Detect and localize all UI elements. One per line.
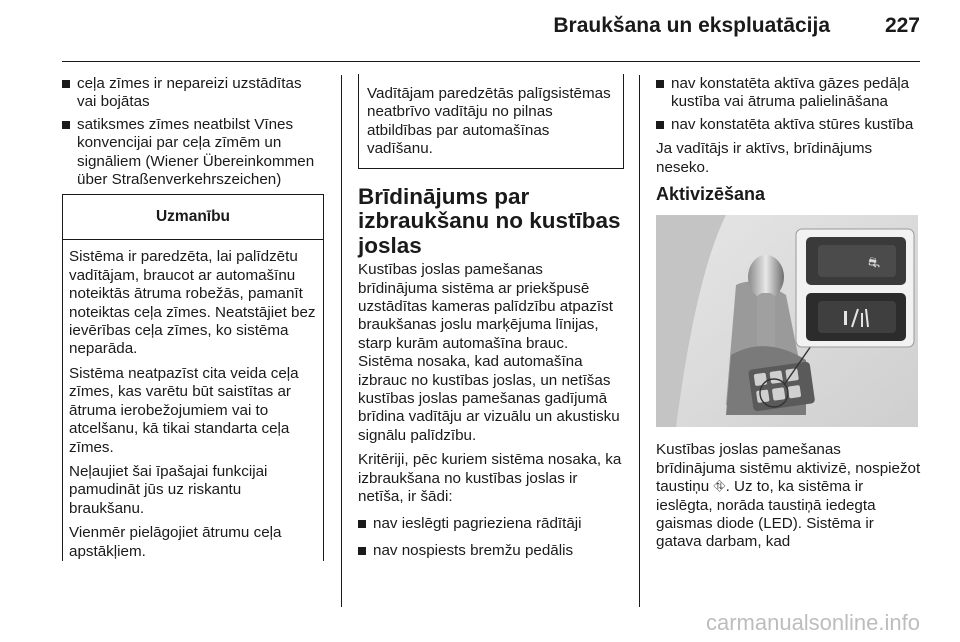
column-divider [341,75,342,607]
section-heading: Brīdinājums par izbraukšanu no kustības joslas [358,183,621,258]
list-item [62,75,324,112]
bullet-text: nav konstatēta aktīva gāzes pedāļa kustība vai ātruma palielināšana [671,75,910,111]
body-paragraph: Kustības joslas pamešanas brīdinājuma sistēmu aktivizē, nospiežot taustiņu ⛗. Uz to, ka sistēma ir ieslēgta, norāda taustiņā iedegta gaismas diode (LED). Sistēma ir gatava darbam, kad [656,441,921,551]
bullet-square-icon [62,80,70,88]
bullet-square-icon [358,547,366,555]
caution-body [63,240,323,561]
list-item [656,75,922,112]
caution-box [62,194,324,561]
bullet-square-icon [656,80,664,88]
column-divider [639,75,640,607]
header-title: Braukšana un ekspluatācija [553,14,830,37]
bullet-square-icon [358,520,366,528]
bullet-text: nav nospiests bremžu pedālis [373,541,574,559]
bullet-square-icon [656,121,664,129]
body-paragraph: Kritēriji, pēc kuriem sistēma nosaka, ka izbraukšana no kustības joslas ir netīša, ir šādi: [358,451,622,505]
caution-paragraph: Neļaujiet šai īpašajai funkcijai pamudināt jūs uz riskantu braukšanu. [69,462,268,517]
watermark: carmanualsonline.info [705,610,920,635]
body-paragraph: Kustības joslas pamešanas brīdinājuma sistēma ar priekšpusē uzstādītas kameras palīdzību atpazīst braukšanas joslu marķējuma līnijas, starp kurām automašīna brauc. Sistēma nosaka, kad automašīna izbrauc no kustības joslas, un netīšas kustības joslas pamešanas gadījumā brīdina vadītāju ar vizuālu un akustisku signālu palīdzību. [358,261,620,444]
page-number: 227 [884,14,920,37]
column-1 [62,75,324,567]
subsection-heading: Aktivizēšana [656,184,766,205]
bullet-text: nav konstatēta aktīva stūres kustība [671,115,914,133]
column-3 [656,75,922,558]
list-item [358,515,624,533]
list-item [656,116,922,134]
caution-paragraph: Sistēma neatpazīst cita veida ceļa zīmes, kas varētu būt saistītas ar ātruma ierobežojumiem vai to atcelšanu, kā tikai standarta ceļa zīmes. [69,364,299,456]
caution-paragraph: Sistēma ir paredzēta, lai palīdzētu vadītājam, braucot ar automašīnu noteiktās ātruma robežās, pamanīt noteiktas ceļa zīmes. Neatstājiet bez ievērības ceļa zīmes, ko sistēma neparāda. [69,248,316,358]
bullet-square-icon [62,121,70,129]
header-divider [62,61,920,62]
column-2 [358,75,624,564]
bullet-text: nav ieslēgti pagrieziena rādītāji [373,515,582,533]
caution-paragraph: Vienmēr pielāgojiet ātrumu ceļa apstākļiem. [69,524,282,560]
bullet-text: ceļa zīmes ir nepareizi uzstādītas vai bojātas [77,75,302,111]
svg-text:⛐: ⛐ [868,255,881,272]
list-item [62,116,324,190]
caution-title: Uzmanību [63,194,323,240]
list-item [358,542,624,560]
note-box: Vadītājam paredzētās palīgsistēmas neatbrīvo vadītāju no pilnas atbildības par automašīnas vadīšanu. [358,74,624,169]
body-paragraph: Ja vadītājs ir aktīvs, brīdinājums neseko. [656,140,873,176]
bullet-text: satiksmes zīmes neatbilst Vīnes konvencijai par ceļa zīmēm un signāliem (Wiener Übereinkommen über Straßenverkehrszeichen) [77,115,315,189]
console-buttons-photo [656,215,918,427]
